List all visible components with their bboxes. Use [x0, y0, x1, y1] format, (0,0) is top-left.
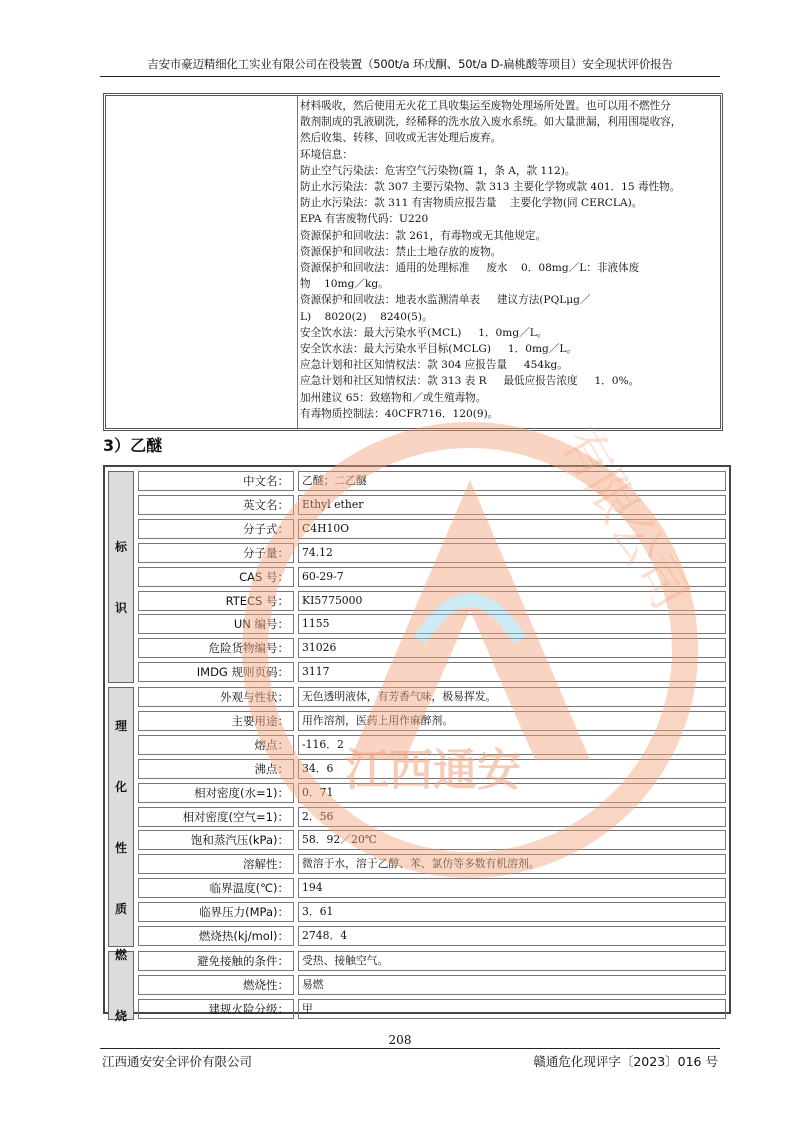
environment-info-line: 安全饮水法：最大污染水平目标(MCLG) 1．0mg／L。: [300, 343, 577, 356]
footer-rule: [100, 1048, 720, 1049]
property-key: 英文名：: [138, 495, 294, 515]
section-title: 3）乙醚: [103, 436, 163, 455]
group-label-char: 性: [114, 841, 127, 856]
group-label: [108, 471, 134, 683]
group-label-char: 理: [114, 719, 127, 734]
property-key: 避免接触的条件：: [138, 951, 294, 971]
property-value: 用作溶剂，医药上用作麻醉剂。: [298, 711, 726, 731]
footer-company: 江西通安安全评价有限公司: [102, 1054, 253, 1069]
property-key: RTECS 号：: [138, 591, 294, 611]
property-value: KI5775000: [298, 591, 726, 611]
continuation-label-cell: [106, 96, 298, 428]
property-value: 受热、接触空气。: [298, 951, 726, 971]
property-value: 2748．4: [298, 926, 726, 946]
environment-info-line: 资源保护和回收法：通用的处理标准 废水 0．08mg／L：非液体废: [300, 262, 640, 275]
environment-info-line: 材料吸收，然后使用无火花工具收集运至废物处理场所处置。也可以用不燃性分: [300, 100, 671, 112]
environment-info-line: 防止空气污染法：危害空气污染物(篇 1，条 A，款 112)。: [300, 164, 576, 177]
property-value: 3．61: [298, 902, 726, 922]
property-key: UN 编号：: [138, 614, 294, 634]
property-value: 0．71: [298, 783, 726, 803]
property-key: 燃烧热(kj/mol)：: [138, 926, 294, 946]
property-value: 易燃: [298, 975, 726, 995]
environment-info-cell: [300, 98, 720, 422]
watermark-text: 江西通安: [345, 745, 521, 796]
environment-info-line: 有毒物质控制法：40CFR716．120(9)。: [300, 407, 499, 420]
property-key: 熔点：: [138, 735, 294, 755]
property-key: 相对密度(空气=1)：: [138, 807, 294, 827]
environment-info-line: 防止水污染法：款 311 有害物质应报告量 主要化学物(同 CERCLA)。: [300, 197, 643, 210]
property-value: 34．6: [298, 759, 726, 779]
page-header-title: 吉安市豪迈精细化工实业有限公司在役装置（500t/a 环戊酮、50t/a D-扁桃酸等项目）安全现状评价报告: [147, 57, 673, 71]
page-number: 208: [388, 1033, 412, 1047]
property-value: 3117: [298, 662, 726, 682]
property-key: 分子式：: [138, 519, 294, 539]
environment-info-line: 然后收集、转移、回收或无害处理后废弃。: [300, 132, 502, 145]
group-label: [108, 948, 134, 1024]
property-key: 临界压力(MPa)：: [138, 902, 294, 922]
property-key: 主要用途：: [138, 711, 294, 731]
environment-info-line: 加州建议 65：致癌物和／或生殖毒物。: [300, 391, 487, 404]
environment-info-line: 安全饮水法：最大污染水平(MCL) 1．0mg／L。: [300, 326, 548, 339]
property-key: 溶解性：: [138, 854, 294, 874]
environment-info-line: 资源保护和回收法：地表水监测清单表 建议方法(PQLμg／: [300, 294, 591, 307]
property-key: CAS 号：: [138, 567, 294, 587]
property-value: 58．92／20℃: [298, 830, 726, 850]
property-value: 乙醚；二乙醚: [298, 471, 726, 491]
property-key: 分子量：: [138, 543, 294, 563]
property-group: [105, 948, 729, 1024]
property-key: 相对密度(水=1)：: [138, 783, 294, 803]
property-value: -116．2: [298, 735, 726, 755]
ether-property-table: [103, 465, 731, 1024]
property-key: 沸点：: [138, 759, 294, 779]
property-value: 微溶于水，溶于乙醇、苯、氯仿等多数有机溶剂。: [298, 854, 726, 874]
group-label: [108, 687, 134, 947]
group-label-char: 识: [114, 601, 127, 616]
environment-info-line: 散剂制成的乳液刷洗，经稀释的洗水放入废水系统。如大量泄漏，利用围堤收容，: [300, 116, 682, 129]
property-value: 2．56: [298, 807, 726, 827]
environment-info-line: L) 8020(2) 8240(5)。: [300, 310, 433, 323]
header-rule: [100, 76, 720, 77]
property-key: 危险货物编号：: [138, 638, 294, 658]
property-value: 74.12: [298, 543, 726, 563]
environment-info-line: 防止水污染法：款 307 主要污染物、款 313 主要化学物或款 401．15 毒性物。: [300, 181, 681, 194]
environment-info-line: 资源保护和回收法：款 261，有毒物或无其他规定。: [300, 229, 547, 242]
environment-info-line: 应急计划和社区知情权法：款 304 应报告量 454kg。: [300, 359, 568, 372]
property-key: 饱和蒸汽压(kPa)：: [138, 830, 294, 850]
property-key: 建规火险分级：: [138, 999, 294, 1019]
environment-info-line: EPA 有害废物代码：U220: [300, 213, 429, 226]
property-value: 31026: [298, 638, 726, 658]
property-value: Ethyl ether: [298, 495, 726, 515]
property-group: [105, 687, 729, 950]
group-label-char: 烧: [114, 1009, 127, 1024]
environment-info-line: 应急计划和社区知情权法：款 313 表 R 最低应报告浓度 1．0%。: [300, 375, 640, 388]
group-label-char: 燃: [114, 948, 127, 963]
watermark-ring-text: 有限公司: [549, 417, 700, 620]
property-value: C4H10O: [298, 519, 726, 539]
property-value: 无色透明液体，有芳香气味，极易挥发。: [298, 687, 726, 707]
environment-info-line: 资源保护和回收法：禁止土地存放的废物。: [300, 245, 502, 258]
property-key: 中文名：: [138, 471, 294, 491]
property-key: 燃烧性：: [138, 975, 294, 995]
group-label-char: 化: [114, 780, 127, 795]
environment-info-line: 物 10mg／kg。: [300, 278, 389, 291]
property-key: 外观与性状：: [138, 687, 294, 707]
continuation-table: [103, 93, 723, 431]
property-value: 194: [298, 878, 726, 898]
footer-doc-number: 赣通危化现评字〔2023〕016 号: [533, 1054, 718, 1069]
environment-info-line: 环境信息：: [300, 148, 353, 161]
property-group: [105, 471, 729, 686]
property-value: 甲: [298, 999, 726, 1019]
property-value: 1155: [298, 614, 726, 634]
property-value: 60-29-7: [298, 567, 726, 587]
group-label-char: 质: [114, 902, 127, 917]
property-key: 临界温度(℃)：: [138, 878, 294, 898]
group-label-char: 标: [114, 540, 127, 555]
property-key: IMDG 规则页码：: [138, 662, 294, 682]
